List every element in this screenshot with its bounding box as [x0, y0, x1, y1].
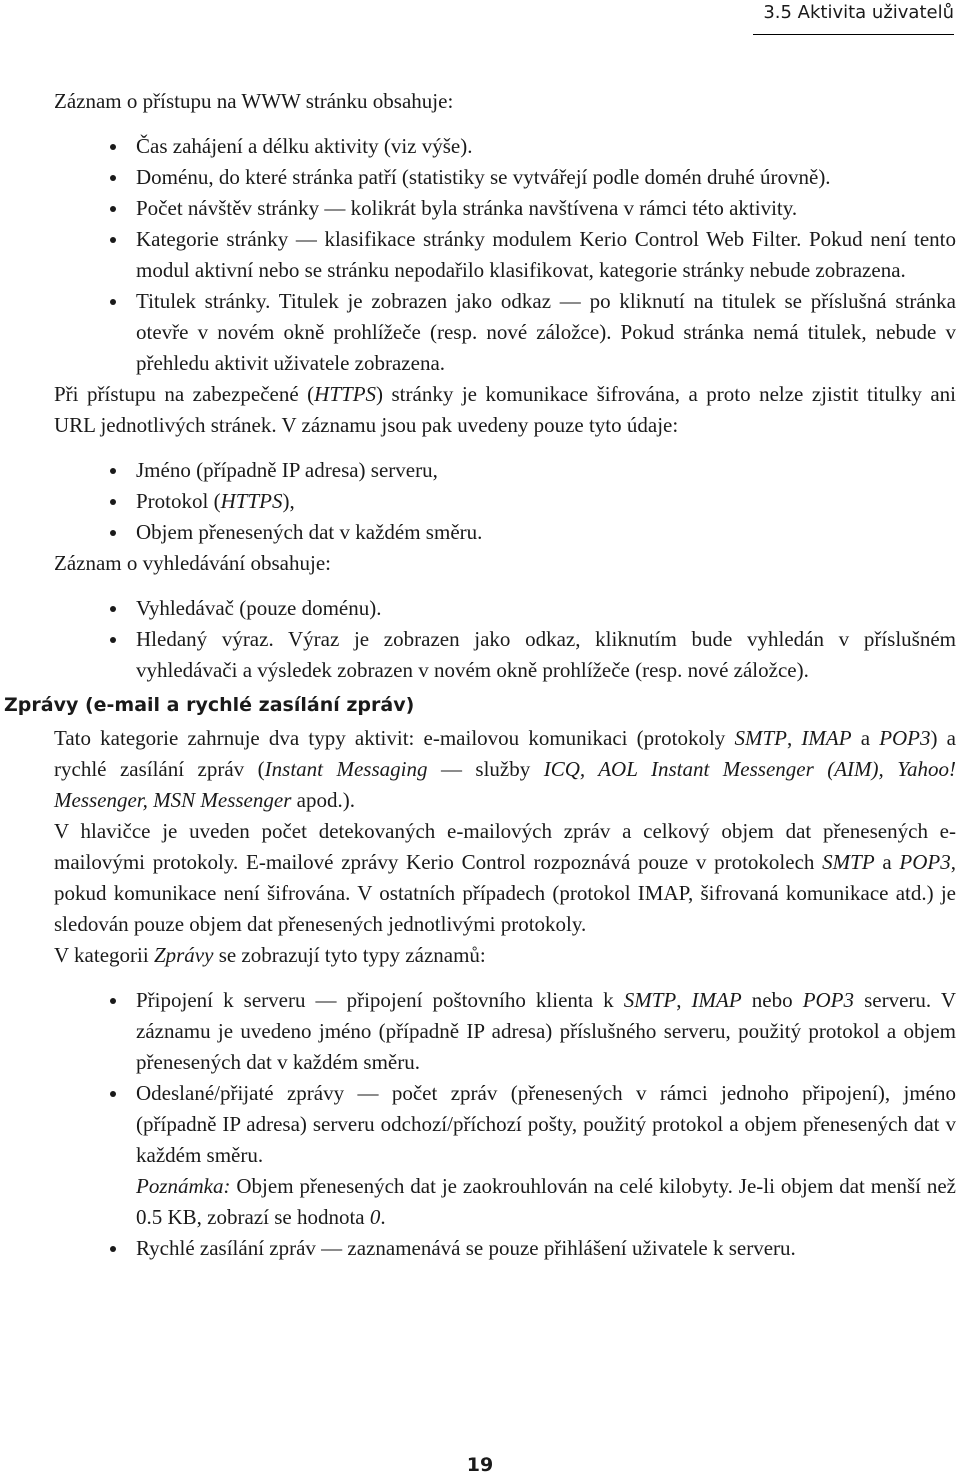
- https-record-list: [54, 455, 956, 548]
- list-item: Jméno (případně IP adresa) serveru,: [54, 455, 956, 486]
- https-paragraph: Při přístupu na zabezpečené (HTTPS) stránky je komunikace šifrována, a proto nelze zjistit titulky ani URL jednotlivých stránek. V záznamu jsou pak uvedeny pouze tyto údaje:: [54, 382, 956, 437]
- list-item: Objem přenesených dat v každém směru.: [54, 517, 956, 548]
- list-item: [54, 1078, 956, 1233]
- www-intro: Záznam o přístupu na WWW stránku obsahuje:: [54, 89, 454, 113]
- list-item-main: Odeslané/přijaté zprávy — počet zpráv (přenesených v rámci jednoho připojení), jméno (případně IP adresa) serveru odchozí/příchozí pošty, použitý protokol a objem přenesených dat v každém směru.: [136, 1081, 956, 1167]
- search-intro: Záznam o vyhledávání obsahuje:: [54, 551, 331, 575]
- search-record-list: [54, 593, 956, 686]
- messages-paragraph-2: V hlavičce je uveden počet detekovaných e-mailových zpráv a celkový objem dat přenesených e-mailovými protokoly. E-mailové zprávy Kerio Control rozpoznává pouze v protokolech SMTP a POP3, pokud komunikace není šifrována. V ostatních případech (protokol IMAP, šifrovaná komunikace atd.) je sledován pouze objem dat přenesených jednotlivými protokoly.: [54, 819, 956, 936]
- messages-paragraph-1: Tato kategorie zahrnuje dva typy aktivit: e-mailovou komunikaci (protokoly SMTP, IMAP a POP3) a rychlé zasílání zpráv (Instant Messaging — služby ICQ, AOL Instant Messenger (AIM), Yahoo! Messenger, MSN Messenger apod.).: [54, 726, 957, 812]
- list-item: Čas zahájení a délku aktivity (viz výše).: [54, 131, 956, 162]
- list-item: Doménu, do které stránka patří (statistiky se vytvářejí podle domén druhé úrovně).: [54, 162, 956, 193]
- list-item: Připojení k serveru — připojení poštovního klienta k SMTP, IMAP nebo POP3 serveru. V záznamu je uvedeno jméno (případně IP adresa) příslušného serveru, použitý protokol a objem přenesených dat v každém směru.: [54, 985, 956, 1078]
- list-item: Vyhledávač (pouze doménu).: [54, 593, 956, 624]
- list-item: Titulek stránky. Titulek je zobrazen jako odkaz — po kliknutí na titulek se příslušná stránka otevře v novém okně prohlížeče (resp. nové záložce). Pokud stránka nemá titulek, nebude v přehledu aktivit uživatele zobrazena.: [54, 286, 956, 379]
- section-heading: Zprávy (e-mail a rychlé zasílání zpráv): [4, 694, 415, 716]
- messages-paragraph-3: V kategorii Zprávy se zobrazují tyto typy záznamů:: [54, 943, 486, 967]
- note-label: Poznámka:: [136, 1174, 231, 1198]
- page-content: [4, 86, 957, 1264]
- note: Poznámka: Objem přenesených dat je zaokrouhlován na celé kilobyty. Je-li objem dat menší než 0.5 KB, zobrazí se hodnota 0.: [136, 1174, 956, 1229]
- list-item: Hledaný výraz. Výraz je zobrazen jako odkaz, kliknutím bude vyhledán v příslušném vyhledávači a výsledek zobrazen v novém okně prohlížeče (resp. nové záložce).: [54, 624, 956, 686]
- list-item: Počet návštěv stránky — kolikrát byla stránka navštívena v rámci této aktivity.: [54, 193, 956, 224]
- page-number: 19: [466, 1454, 494, 1476]
- list-item: Kategorie stránky — klasifikace stránky modulem Kerio Control Web Filter. Pokud není tento modul aktivní nebo se stránku nepodařilo klasifikovat, kategorie stránky nebude zobrazena.: [54, 224, 956, 286]
- list-item: Rychlé zasílání zpráv — zaznamenává se pouze přihlášení uživatele k serveru.: [54, 1233, 956, 1264]
- running-head: 3.5 Aktivita uživatelů: [753, 0, 954, 35]
- list-item: Protokol (HTTPS),: [54, 486, 956, 517]
- www-record-list: [54, 131, 956, 379]
- messages-record-list: [54, 985, 956, 1264]
